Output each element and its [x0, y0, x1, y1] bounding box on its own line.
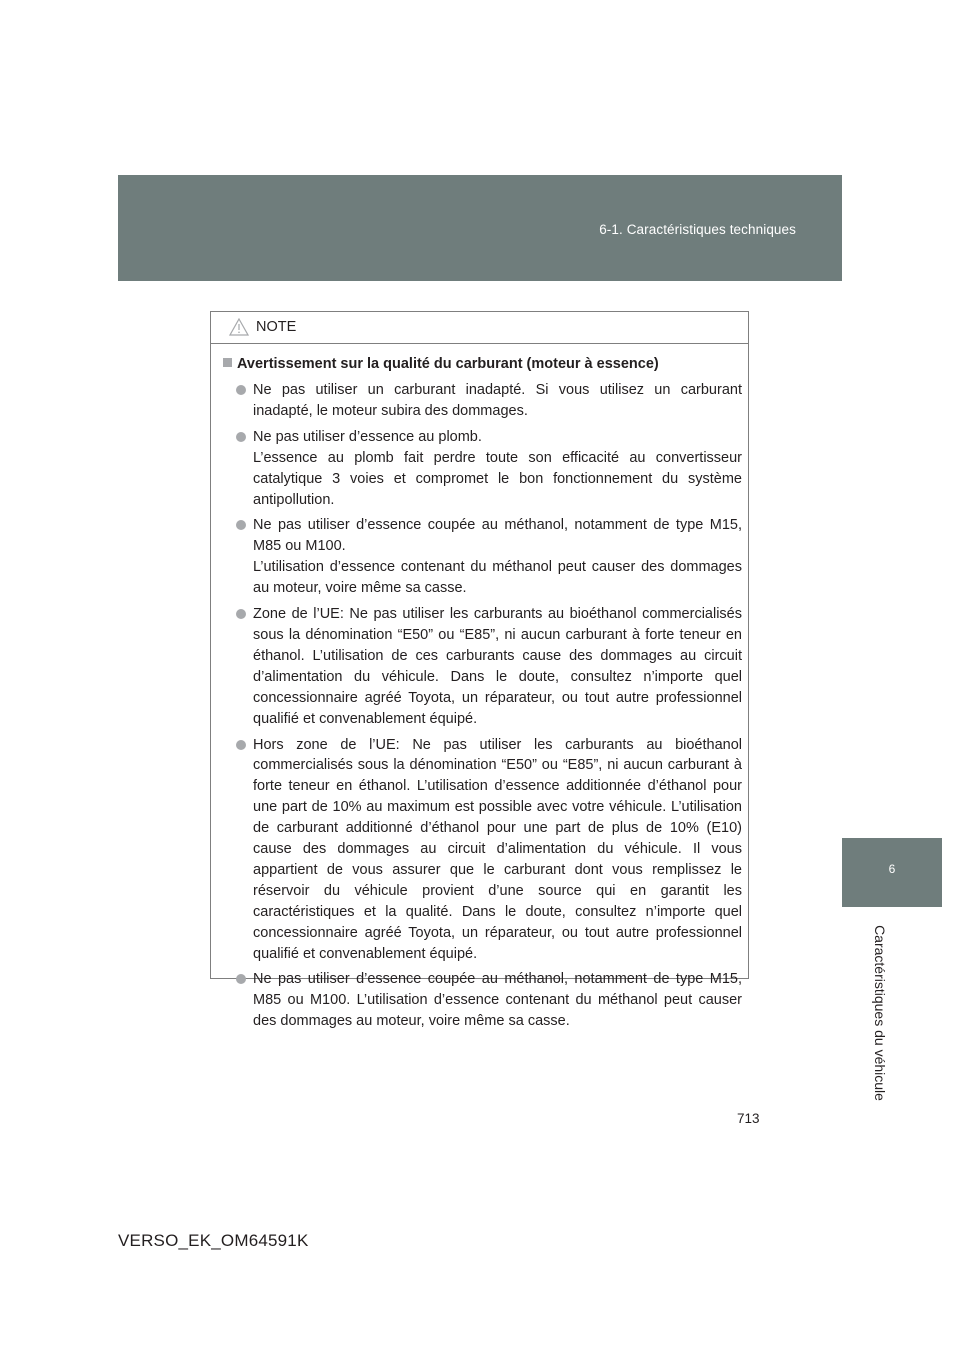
list-item: [223, 515, 742, 599]
bullet-icon: [236, 740, 246, 750]
square-bullet-icon: [223, 358, 232, 367]
chapter-number: 6: [888, 862, 896, 876]
chapter-label: Caractéristiques du véhicule: [872, 925, 888, 1101]
bullet-icon: [236, 385, 246, 395]
list-item: [223, 735, 742, 965]
chapter-tab: [842, 838, 942, 907]
list-item-text: Ne pas utiliser d’essence au plomb. L’essence au plomb fait perdre toute son efficacité au convertisseur catalytique 3 voies et compromet le bon fonctionnement du système antipollution.: [253, 428, 742, 508]
list-item-text: Ne pas utiliser d’essence coupée au méthanol, notamment de type M15, M85 ou M100. L’utilisation d’essence contenant du méthanol peut causer des dommages au moteur, voire même sa casse.: [253, 517, 742, 597]
list-item-text: Zone de l’UE: Ne pas utiliser les carburants au bioéthanol commercialisés sous la dénomination “E50” ou “E85”, ni aucun carburant à forte teneur en éthanol. L’utilisation de ces carburants cause des dommages au circuit d’alimentation du véhicule. Dans le doute, consultez n’importe quel concessionnaire agréé Toyota, un réparateur, ou tout autre professionnel qualifié et convenablement équipé.: [253, 606, 742, 727]
section-title: 6-1. Caractéristiques techniques: [599, 222, 796, 237]
warning-triangle-icon: [229, 318, 249, 336]
list-item-text: Hors zone de l’UE: Ne pas utiliser les carburants au bioéthanol commercialisés sous la dénomination “E50” ou “E85”, ni aucun carburant à forte teneur en éthanol. L’utilisation d’essence additionnée d’éthanol pour une part de 10% au maximum est possible avec votre véhicule. L’utilisation de carburant additionné d’éthanol pour une part de plus de 10% (E10) cause des dommages au circuit d’alimentation du véhicule. Il vous appartient de vous assurer que le carburant dont vous remplissez le réservoir du véhicule provient d’une source qui en garantit les caractéristiques et la qualité. Dans le doute, consultez n’importe quel concessionnaire agréé Toyota, un réparateur, ou tout autre professionnel qualifié et convenablement équipé.: [253, 736, 742, 962]
bullet-icon: [236, 432, 246, 442]
list-item: [223, 969, 742, 1032]
document-code: VERSO_EK_OM64591K: [118, 1231, 309, 1250]
bullet-icon: [236, 609, 246, 619]
note-body: [211, 344, 748, 1032]
bullet-icon: [236, 520, 246, 530]
note-box: [210, 311, 749, 1030]
list-item-text: Ne pas utiliser un carburant inadapté. Si vous utilisez un carburant inadapté, le moteur subira des dommages.: [253, 382, 742, 419]
note-heading: [223, 354, 742, 375]
page-number: 713: [737, 1111, 760, 1126]
list-item: [223, 427, 742, 511]
bullet-icon: [236, 974, 246, 984]
note-heading-text: Avertissement sur la qualité du carburant (moteur à essence): [237, 356, 659, 372]
note-title: NOTE: [256, 319, 297, 335]
note-header: [211, 312, 748, 344]
header-bar: [118, 175, 842, 281]
list-item: [223, 604, 742, 729]
list-item: [223, 380, 742, 422]
list-item-text: Ne pas utiliser d’essence coupée au méthanol, notamment de type M15, M85 ou M100. L’utilisation d’essence contenant du méthanol peut causer des dommages au moteur, voire même sa casse.: [253, 971, 742, 1030]
